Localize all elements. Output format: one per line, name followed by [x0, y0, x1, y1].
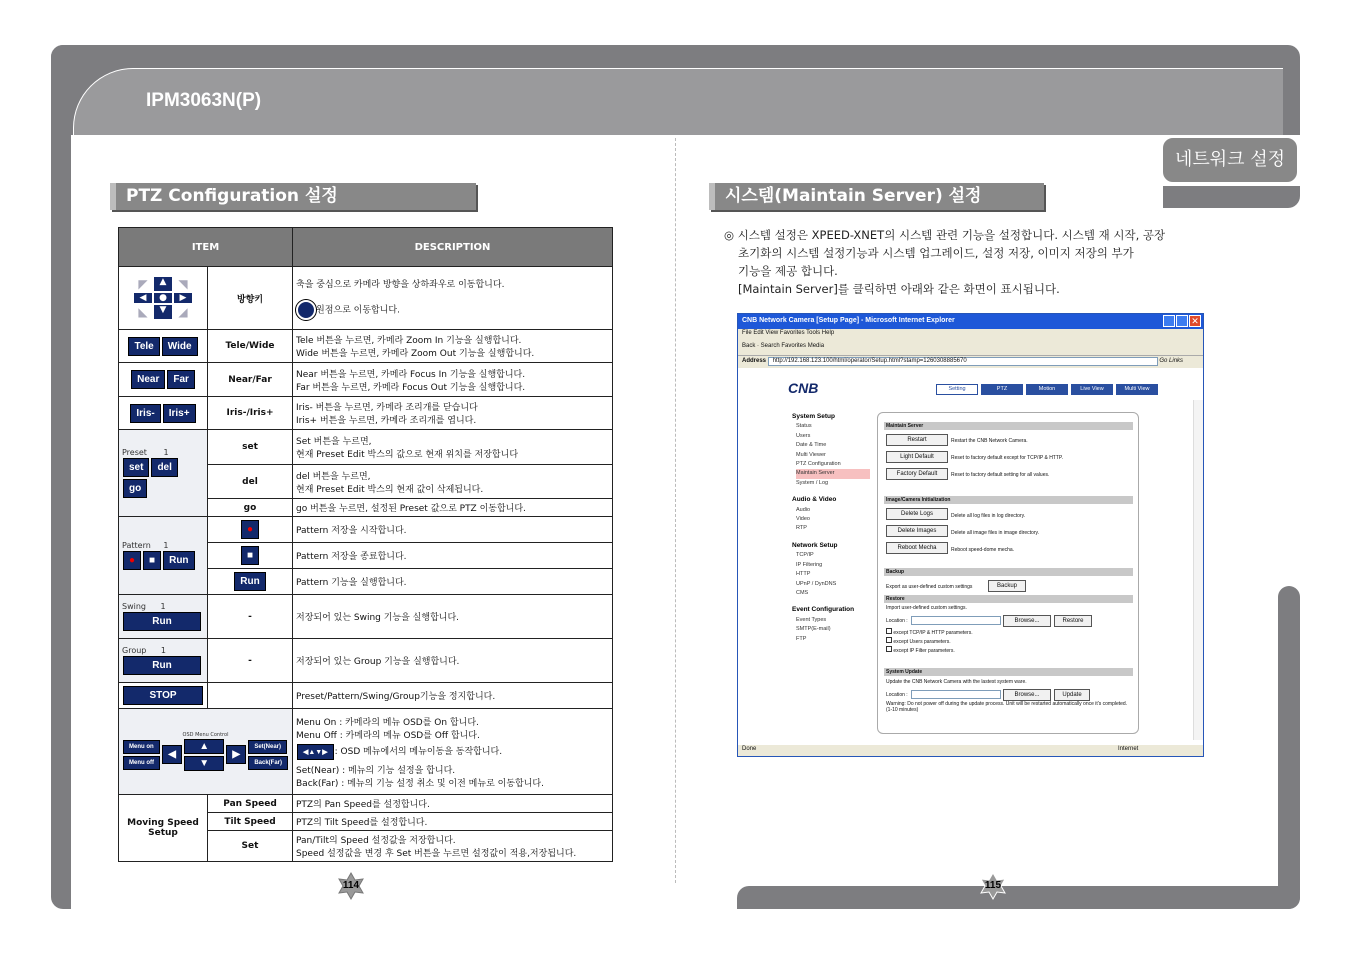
sidebar-item-rtp[interactable]: RTP [796, 525, 807, 532]
url-input[interactable]: http://192.168.123.100/html/operator/Setup.html?stamp=1260308885670 [768, 357, 1158, 366]
ptz-table [118, 227, 613, 862]
pattern-label: Pattern [122, 540, 151, 550]
right-section-heading: 시스템(Maintain Server) 설정 [709, 183, 1044, 210]
sidebar-item-ptz[interactable]: PTZ Configuration [796, 461, 841, 468]
description: Speed 설정값을 변경 후 Set 버튼을 누르면 설정값이 적용,저장됩니다. [296, 849, 577, 859]
arrow-up-left-icon[interactable]: ◤ [138, 277, 148, 291]
description: 원점으로 이동합니다. [316, 305, 400, 315]
sidebar-item-cms[interactable]: CMS [796, 589, 809, 596]
go-button[interactable]: Go Links [1159, 358, 1184, 364]
left-section-heading: PTZ Configuration 설정 [110, 183, 476, 210]
restore-file-input[interactable] [911, 616, 1001, 625]
page-divider [675, 138, 676, 883]
go-button[interactable]: go [123, 479, 147, 498]
tab-underline [1163, 186, 1300, 208]
section-header: Backup [884, 568, 1133, 576]
description: PTZ의 Tilt Speed를 설정합니다. [293, 813, 613, 831]
osd-left-icon[interactable]: ◀ [162, 745, 182, 764]
toolbar[interactable]: Back · Search Favorites Media [738, 339, 1203, 356]
item-name: 방향키 [208, 267, 293, 330]
description: Iris- 버튼을 누르면, 카메라 조리개를 닫습니다 [296, 403, 478, 413]
page-number: 115 [984, 880, 1002, 891]
sidebar-item-ip-filtering[interactable]: IP Filtering [796, 561, 823, 568]
cnb-logo: CNB [788, 380, 819, 396]
status-done: Done [742, 746, 757, 752]
item-name: - [208, 595, 293, 639]
sidebar-item-tcpip[interactable]: TCP/IP [796, 552, 814, 559]
osd-right-icon[interactable]: ▶ [226, 745, 246, 764]
item-name: del [208, 465, 293, 499]
status-zone: Internet [1118, 746, 1139, 752]
setup-sidebar [792, 412, 870, 644]
sidebar-item-system-log[interactable]: System / Log [796, 479, 829, 486]
arrow-left-icon[interactable]: ◀ [134, 293, 152, 303]
osd-title: OSD Menu Control [182, 731, 229, 738]
iris-minus-button[interactable]: Iris- [130, 404, 160, 423]
direction-pad [122, 277, 204, 319]
close-icon[interactable]: ✕ [1189, 315, 1201, 327]
address-label: Address [742, 358, 767, 364]
item-name: set [208, 430, 293, 465]
restore-desc: Import user-defined custom settings. [886, 605, 967, 611]
item-name: go [208, 499, 293, 517]
description: Near 버튼을 누르면, 카메라 Focus In 기능을 실행합니다. [296, 369, 526, 380]
checkbox[interactable] [886, 637, 892, 643]
scrollbar[interactable] [1193, 400, 1203, 740]
record-stop-icon: ■ [241, 546, 259, 565]
run-button: Run [234, 572, 265, 591]
item-name: Pan Speed [208, 795, 293, 813]
restart-button[interactable]: Restart [886, 434, 948, 446]
tele-button[interactable]: Tele [128, 337, 159, 356]
item-name: Moving Speed Setup [119, 795, 208, 862]
sidebar-item-http[interactable]: HTTP [796, 571, 811, 578]
nav-multi-view[interactable]: Multi View [1116, 384, 1158, 395]
wide-button[interactable]: Wide [162, 337, 198, 356]
description: 저장되어 있는 Swing 기능을 실행합니다. [293, 595, 613, 639]
description: Far 버튼을 누르면, 카메라 Focus Out 기능을 실행합니다. [296, 382, 526, 393]
item-name: Near/Far [208, 363, 293, 397]
swing-run-button[interactable]: Run [123, 612, 201, 631]
delete-logs-button[interactable]: Delete Logs [886, 508, 948, 520]
button-desc: Reset to factory default except for TCP/IP & HTTP. [951, 455, 1063, 461]
description: : OSD 메뉴에서의 메뉴이동을 동작합니다. [334, 746, 503, 757]
swing-label: Swing [122, 601, 146, 611]
sidebar-item-audio[interactable]: Audio [796, 506, 811, 513]
sidebar-item-upnp[interactable]: UPnP / DynDNS [796, 580, 837, 587]
section-header: System Update [884, 668, 1133, 676]
stop-button[interactable]: STOP [123, 686, 203, 705]
swing-select[interactable]: 1 [160, 601, 166, 611]
maximize-icon[interactable] [1176, 315, 1188, 327]
menu-bar[interactable]: File Edit View Favorites Tools Help [738, 329, 1203, 339]
sidebar-heading: Network Setup [792, 541, 838, 549]
description: Menu Off : 카메라의 메뉴 OSD를 Off 합니다. [296, 730, 480, 741]
description: Set 버튼을 누르면, [296, 437, 372, 447]
description: 축을 중심으로 카메라 방향을 상하좌우로 이동합니다. [296, 279, 505, 290]
checkbox-label: except Users parameters. [893, 639, 951, 645]
back-far-button[interactable]: Back(Far) [248, 756, 288, 770]
home-button-icon [296, 300, 316, 320]
arrow-down-icon[interactable]: ▼ [154, 305, 172, 319]
group-label: Group [122, 645, 147, 655]
location-label: Location : [886, 692, 908, 698]
bottom-bar [737, 886, 1300, 909]
button-desc: Delete all image files in image directory. [951, 530, 1040, 536]
description: 현재 Preset Edit 박스의 값으로 현재 위치를 저장합니다 [296, 450, 519, 460]
sidebar-item-multi-viewer[interactable]: Multi Viewer [796, 451, 826, 458]
sidebar-item-video[interactable]: Video [796, 516, 810, 523]
preset-label: Preset [122, 447, 147, 457]
checkbox[interactable] [886, 628, 892, 634]
arrow-down-left-icon[interactable]: ◣ [138, 305, 148, 319]
description: Pattern 저장을 종료합니다. [293, 543, 613, 569]
update-button[interactable]: Update [1054, 689, 1090, 701]
status-bar [738, 745, 1203, 756]
nav-live-view[interactable]: Live View [1071, 384, 1113, 395]
section-header: Restore [884, 595, 1133, 603]
update-file-input[interactable] [911, 690, 1001, 699]
button-desc: Reboot speed-dome mecha. [951, 547, 1015, 553]
browse-button[interactable]: Browse... [1003, 615, 1051, 627]
browse-button[interactable]: Browse... [1003, 689, 1051, 701]
menu-on-button[interactable]: Menu on [123, 740, 160, 754]
osd-down-icon[interactable]: ▼ [184, 756, 224, 771]
description: Iris+ 버튼을 누르면, 카메라 조리개를 엽니다. [296, 416, 477, 426]
description: Back(Far) : 메뉴의 기능 설정 취소 및 이전 메뉴로 이동합니다. [296, 778, 544, 789]
item-name: Iris-/Iris+ [208, 397, 293, 430]
item-name: Set [208, 831, 293, 862]
page-number: 114 [342, 880, 360, 891]
window-title: CNB Network Camera [Setup Page] - Microsoft Internet Explorer [738, 314, 1203, 329]
sidebar-item-event-types[interactable]: Event Types [796, 616, 827, 623]
intro-line: [Maintain Server]를 클릭하면 아래와 같은 화면이 표시됩니다. [738, 282, 1060, 296]
sidebar-item-maintain-server[interactable]: Maintain Server [796, 469, 870, 478]
window-controls [1163, 315, 1201, 327]
item-name: - [208, 639, 293, 683]
item-name: Tilt Speed [208, 813, 293, 831]
pattern-select[interactable]: 1 [163, 540, 169, 550]
reboot-mecha-button[interactable]: Reboot Mecha [886, 542, 948, 554]
arrow-right-icon[interactable]: ▶ [174, 293, 192, 303]
intro-line: ◎ 시스템 설정은 XPEED-XNET의 시스템 관련 기능을 설정합니다. 시스템 재 시작, 공장 [724, 228, 1166, 242]
checkbox[interactable] [886, 646, 892, 652]
checkbox-label: except IP Filter parameters. [893, 648, 955, 654]
button-desc: Delete all log files in log directory. [951, 513, 1026, 519]
description: PTZ의 Pan Speed를 설정합니다. [293, 795, 613, 813]
page-number-right [979, 872, 1007, 900]
set-near-button[interactable]: Set(Near) [248, 740, 287, 754]
left-page-frame [51, 45, 71, 909]
near-button[interactable]: Near [131, 370, 165, 389]
intro-line: 초기화의 시스템 설정기능과 시스템 업그레이드, 설정 저장, 이미지 저장의 부가 [738, 246, 1134, 260]
record-stop-icon[interactable]: ■ [143, 551, 161, 570]
intro-text [724, 226, 1234, 298]
record-start-icon[interactable]: ● [123, 551, 141, 570]
osd-up-icon[interactable]: ▲ [184, 739, 224, 754]
description: Tele 버튼을 누르면, 카메라 Zoom In 기능을 실행합니다. [296, 336, 522, 346]
description: Set(Near) : 메뉴의 기능 설정을 합니다. [296, 765, 456, 776]
maintain-panel [877, 412, 1139, 734]
group-select[interactable]: 1 [160, 645, 166, 655]
nav-setting[interactable]: Setting [936, 384, 978, 395]
pattern-run-button[interactable]: Run [163, 551, 194, 570]
backup-button[interactable]: Backup [988, 580, 1026, 592]
section-header: Maintain Server [884, 422, 1133, 430]
description: Wide 버튼을 누르면, 카메라 Zoom Out 기능을 실행합니다. [296, 349, 535, 359]
light-default-button[interactable]: Light Default [886, 451, 948, 463]
item-name: Tele/Wide [208, 330, 293, 363]
sidebar-item-users[interactable]: Users [796, 432, 811, 439]
menu-off-button[interactable]: Menu off [123, 756, 160, 770]
section-tab: 네트워크 설정 [1161, 136, 1299, 184]
record-start-icon: ● [241, 520, 259, 539]
page-number-left [337, 872, 365, 900]
home-icon[interactable]: ● [154, 293, 172, 303]
nav-motion[interactable]: Motion [1026, 384, 1068, 395]
browser-screenshot [737, 313, 1204, 757]
preset-select[interactable]: 1 [163, 447, 169, 457]
description: Pan/Tilt의 Speed 설정값을 저장합니다. [296, 836, 456, 846]
model-title: IPM3063N(P) [146, 90, 262, 111]
sidebar-heading: Event Configuration [792, 606, 855, 614]
sidebar-item-smtp[interactable]: SMTP(E-mail) [796, 626, 831, 633]
button-desc: Restart the CNB Network Camera. [951, 438, 1028, 444]
right-page-frame [1278, 586, 1300, 909]
sidebar-item-date-time[interactable]: Date & Time [796, 442, 827, 449]
description: go 버튼을 누르면, 설정된 Preset 값으로 PTZ 이동합니다. [293, 499, 613, 517]
section-header: Image/Camera Initialization [884, 496, 1133, 504]
group-run-button[interactable]: Run [123, 656, 201, 675]
arrow-up-icon[interactable]: ▲ [154, 277, 172, 291]
arrow-down-right-icon[interactable]: ◢ [178, 305, 188, 319]
restore-button[interactable]: Restore [1054, 615, 1092, 627]
address-bar [738, 356, 1203, 368]
intro-line: 기능을 제공 합니다. [738, 264, 838, 278]
update-desc: Update the CNB Network Camera with the lastest system ware. [886, 679, 1027, 685]
set-button[interactable]: set [123, 458, 149, 477]
page-content [738, 370, 1203, 745]
description: 현재 Preset Edit 박스의 현재 값이 삭제됩니다. [296, 484, 484, 495]
update-warning: Warning: Do not power off during the update process. Unit will be restarted automatically once it's completed. (1-10 minutes) [886, 701, 1128, 713]
sidebar-item-status[interactable]: Status [796, 423, 812, 430]
description: Pattern 저장을 시작합니다. [293, 517, 613, 543]
description: Pattern 기능을 실행합니다. [293, 569, 613, 595]
description: Preset/Pattern/Swing/Group기능을 정지합니다. [293, 683, 613, 709]
nav-ptz[interactable]: PTZ [981, 384, 1023, 395]
del-button[interactable]: del [151, 458, 177, 477]
description: Menu On : 카메라의 메뉴 OSD를 On 합니다. [296, 717, 479, 728]
description: del 버튼을 누르면, [296, 471, 371, 482]
arrow-up-right-icon[interactable]: ◥ [178, 277, 188, 291]
sidebar-item-ftp[interactable]: FTP [796, 635, 807, 642]
item-header: ITEM [119, 228, 293, 267]
backup-desc: Export as user-defined custom settings [886, 584, 973, 590]
description: 저장되어 있는 Group 기능을 실행합니다. [293, 639, 613, 683]
delete-images-button[interactable]: Delete Images [886, 525, 948, 537]
description-header: DESCRIPTION [293, 228, 613, 267]
location-label: Location : [886, 618, 908, 624]
factory-default-button[interactable]: Factory Default [886, 468, 948, 480]
sidebar-heading: Audio & Video [792, 496, 837, 504]
minimize-icon[interactable] [1163, 315, 1175, 327]
checkbox-label: except TCP/IP & HTTP parameters. [893, 630, 973, 636]
sidebar-heading: System Setup [792, 413, 835, 420]
far-button[interactable]: Far [167, 370, 195, 389]
osd-nav-icon: ◀▲▼▶ [297, 744, 334, 760]
iris-plus-button[interactable]: Iris+ [163, 404, 196, 423]
button-desc: Reset to factory default setting for all values. [951, 472, 1050, 478]
